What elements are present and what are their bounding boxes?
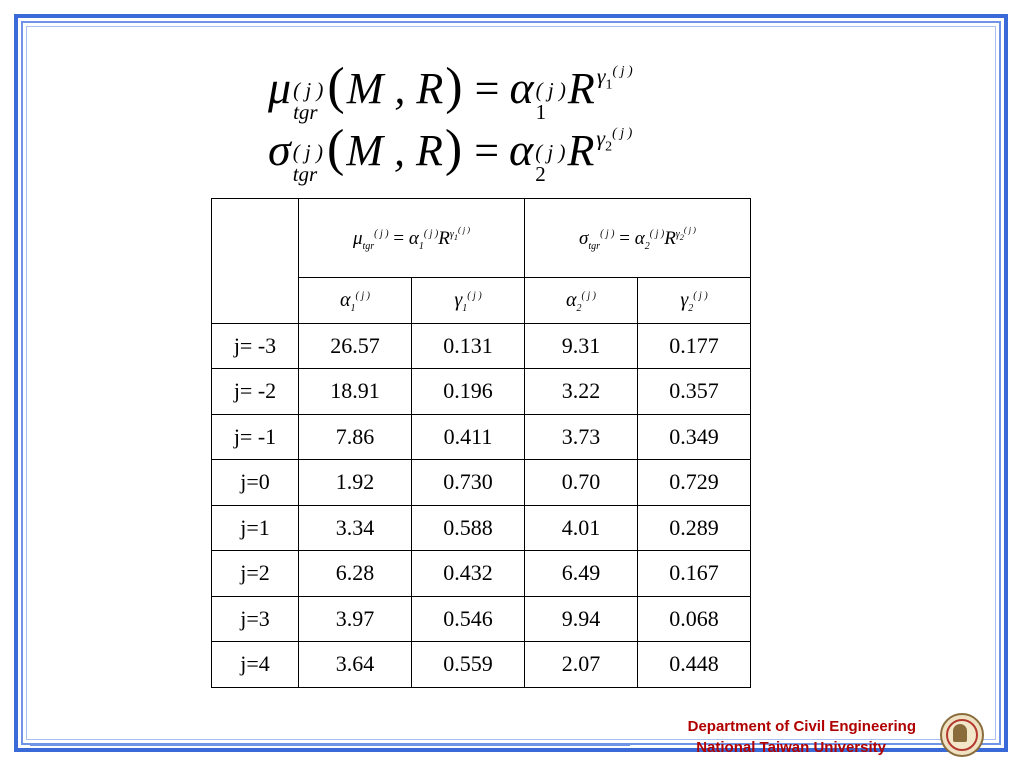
cell-alpha2: 2.07	[525, 642, 638, 688]
formula-sigma	[268, 118, 708, 186]
cell-gamma2: 0.068	[638, 596, 751, 642]
cell-gamma2: 0.177	[638, 323, 751, 369]
cell-gamma1: 0.131	[412, 323, 525, 369]
formula-sigma-args: M , R	[346, 126, 443, 175]
sub-header-alpha1	[299, 278, 412, 324]
cell-gamma2: 0.729	[638, 460, 751, 506]
formula-sigma-lhs-sub: tgr	[292, 162, 318, 186]
cell-gamma1: 0.730	[412, 460, 525, 506]
sh2-sub: 2	[576, 303, 582, 315]
formula-sigma-exp-sub: 2	[605, 139, 613, 155]
sh1-sup: ( j )	[467, 290, 482, 302]
cell-alpha2: 9.31	[525, 323, 638, 369]
frame-bottom-band	[30, 743, 630, 746]
gh-sigma-exp: γ	[675, 228, 680, 240]
formula-mu-lhs-symbol: μ	[268, 62, 292, 113]
formula-sigma-equals: =	[474, 126, 500, 175]
coefficient-table-body	[212, 199, 751, 688]
gh-sigma-coef: α	[634, 228, 645, 250]
formula-mu	[268, 56, 708, 124]
gh-mu-coef-sup: ( j )	[423, 228, 439, 240]
row-label: j= -2	[212, 369, 299, 415]
group-header-mu	[299, 199, 525, 278]
row-label: j= -3	[212, 323, 299, 369]
table-header-row-1	[212, 199, 751, 278]
sh0-sym: α	[340, 289, 351, 312]
cell-alpha1: 1.92	[299, 460, 412, 506]
sub-header-alpha2	[525, 278, 638, 324]
gh-mu-eq: =	[393, 228, 405, 250]
sh2-sym: α	[566, 289, 577, 312]
row-label: j=2	[212, 551, 299, 597]
formula-sigma-lhs-indices	[293, 141, 323, 185]
formula-mu-equals: =	[474, 64, 500, 113]
table-corner-cell	[212, 199, 299, 324]
table-row	[212, 460, 751, 506]
formula-mu-args: M , R	[346, 64, 444, 113]
sh2-sup: ( j )	[581, 290, 596, 302]
gh-mu-var: R	[438, 228, 450, 250]
sh0-sub: 1	[350, 303, 356, 315]
seal-bell	[953, 724, 967, 742]
table-row	[212, 505, 751, 551]
cell-alpha2: 3.22	[525, 369, 638, 415]
cell-alpha1: 3.34	[299, 505, 412, 551]
cell-gamma2: 0.357	[638, 369, 751, 415]
formula-sigma-exponent	[596, 103, 632, 179]
gh-sigma-lhs: σ	[579, 228, 589, 250]
gh-sigma-var: R	[664, 228, 676, 250]
gh-sigma-lhs-sub: tgr	[588, 240, 601, 252]
gh-mu-exp: γ	[449, 228, 454, 240]
cell-alpha2: 6.49	[525, 551, 638, 597]
sh3-sub: 2	[688, 303, 694, 315]
footer-department: Department of Civil Engineering	[687, 718, 916, 735]
sh1-sub: 1	[462, 303, 468, 315]
formula-sigma-close-paren: )	[444, 120, 463, 177]
formula-mu-coef-sub: 1	[535, 100, 547, 124]
cell-gamma1: 0.432	[412, 551, 525, 597]
cell-alpha1: 26.57	[299, 323, 412, 369]
sh1-sym: γ	[454, 289, 463, 312]
cell-alpha2: 3.73	[525, 414, 638, 460]
sh0-sup: ( j )	[355, 290, 370, 302]
cell-gamma1: 0.546	[412, 596, 525, 642]
cell-alpha2: 9.94	[525, 596, 638, 642]
group-header-sigma	[525, 199, 751, 278]
gh-sigma-exp-sup: ( j )	[683, 225, 696, 235]
cell-alpha1: 18.91	[299, 369, 412, 415]
gh-mu-lhs: μ	[352, 228, 363, 250]
cell-alpha1: 3.97	[299, 596, 412, 642]
formula-sigma-coef-symbol: α	[509, 124, 534, 175]
formula-mu-lhs-sub: tgr	[293, 100, 318, 124]
formula-block	[268, 56, 708, 186]
gh-sigma-coef-sup: ( j )	[649, 228, 665, 240]
formula-sigma-lhs-symbol: σ	[268, 124, 291, 175]
formula-sigma-lhs-sup: ( j )	[292, 140, 324, 164]
cell-gamma1: 0.588	[412, 505, 525, 551]
formula-mu-lhs-indices	[293, 79, 323, 123]
footer-university: National Taiwan University	[696, 739, 886, 756]
sh3-sup: ( j )	[693, 290, 708, 302]
formula-sigma-coef-indices	[535, 141, 565, 185]
footer	[688, 716, 916, 758]
formula-mu-coef-indices	[536, 79, 566, 123]
gh-sigma-coef-sub: 2	[644, 240, 650, 252]
cell-gamma1: 0.559	[412, 642, 525, 688]
formula-mu-exp-sup: ( j )	[612, 63, 633, 79]
cell-alpha1: 3.64	[299, 642, 412, 688]
table-row	[212, 551, 751, 597]
formula-mu-var: R	[567, 64, 595, 113]
cell-alpha1: 6.28	[299, 551, 412, 597]
formula-sigma-open-paren: (	[327, 120, 345, 177]
gh-sigma-exp-sub: 2	[679, 232, 684, 242]
university-seal-icon	[940, 713, 984, 757]
sh3-sym: γ	[680, 289, 689, 312]
cell-gamma1: 0.196	[412, 369, 525, 415]
gh-sigma-eq: =	[619, 228, 630, 250]
cell-alpha2: 4.01	[525, 505, 638, 551]
cell-alpha1: 7.86	[299, 414, 412, 460]
table-row	[212, 596, 751, 642]
formula-sigma-coef-sub: 2	[535, 162, 546, 186]
gh-sigma-lhs-sup: ( j )	[600, 228, 615, 240]
cell-gamma2: 0.448	[638, 642, 751, 688]
formula-sigma-exp-sup: ( j )	[612, 125, 633, 141]
formula-sigma-coef-sup: ( j )	[535, 140, 566, 164]
gh-mu-exp-sup: ( j )	[458, 225, 471, 235]
table-row	[212, 414, 751, 460]
formula-mu-open-paren: (	[327, 58, 345, 115]
table-row	[212, 323, 751, 369]
cell-gamma2: 0.289	[638, 505, 751, 551]
row-label: j=4	[212, 642, 299, 688]
row-label: j=0	[212, 460, 299, 506]
row-label: j= -1	[212, 414, 299, 460]
table-row	[212, 642, 751, 688]
formula-mu-exp-sub: 1	[605, 77, 613, 93]
group-header-sigma-formula	[579, 225, 696, 252]
sub-header-gamma1	[412, 278, 525, 324]
formula-mu-coef-sup: ( j )	[535, 78, 566, 102]
formula-mu-close-paren: )	[445, 58, 463, 115]
formula-mu-lhs-sup: ( j )	[293, 78, 324, 102]
formula-sigma-exp-symbol: γ	[596, 125, 606, 150]
formula-sigma-var: R	[567, 126, 595, 175]
cell-gamma2: 0.167	[638, 551, 751, 597]
sub-header-gamma2	[638, 278, 751, 324]
cell-gamma1: 0.411	[412, 414, 525, 460]
cell-gamma2: 0.349	[638, 414, 751, 460]
gh-mu-coef-sub: 1	[418, 240, 424, 252]
coefficient-table	[211, 198, 751, 688]
row-label: j=1	[212, 505, 299, 551]
formula-mu-coef-symbol: α	[509, 62, 534, 113]
table-row	[212, 369, 751, 415]
row-label: j=3	[212, 596, 299, 642]
gh-mu-exp-sub: 1	[453, 232, 459, 242]
group-header-mu-formula	[352, 225, 471, 252]
formula-mu-exp-symbol: γ	[596, 63, 606, 88]
gh-mu-coef: α	[408, 228, 419, 250]
cell-alpha2: 0.70	[525, 460, 638, 506]
gh-mu-lhs-sup: ( j )	[374, 228, 389, 240]
gh-mu-lhs-sub: tgr	[362, 240, 375, 252]
